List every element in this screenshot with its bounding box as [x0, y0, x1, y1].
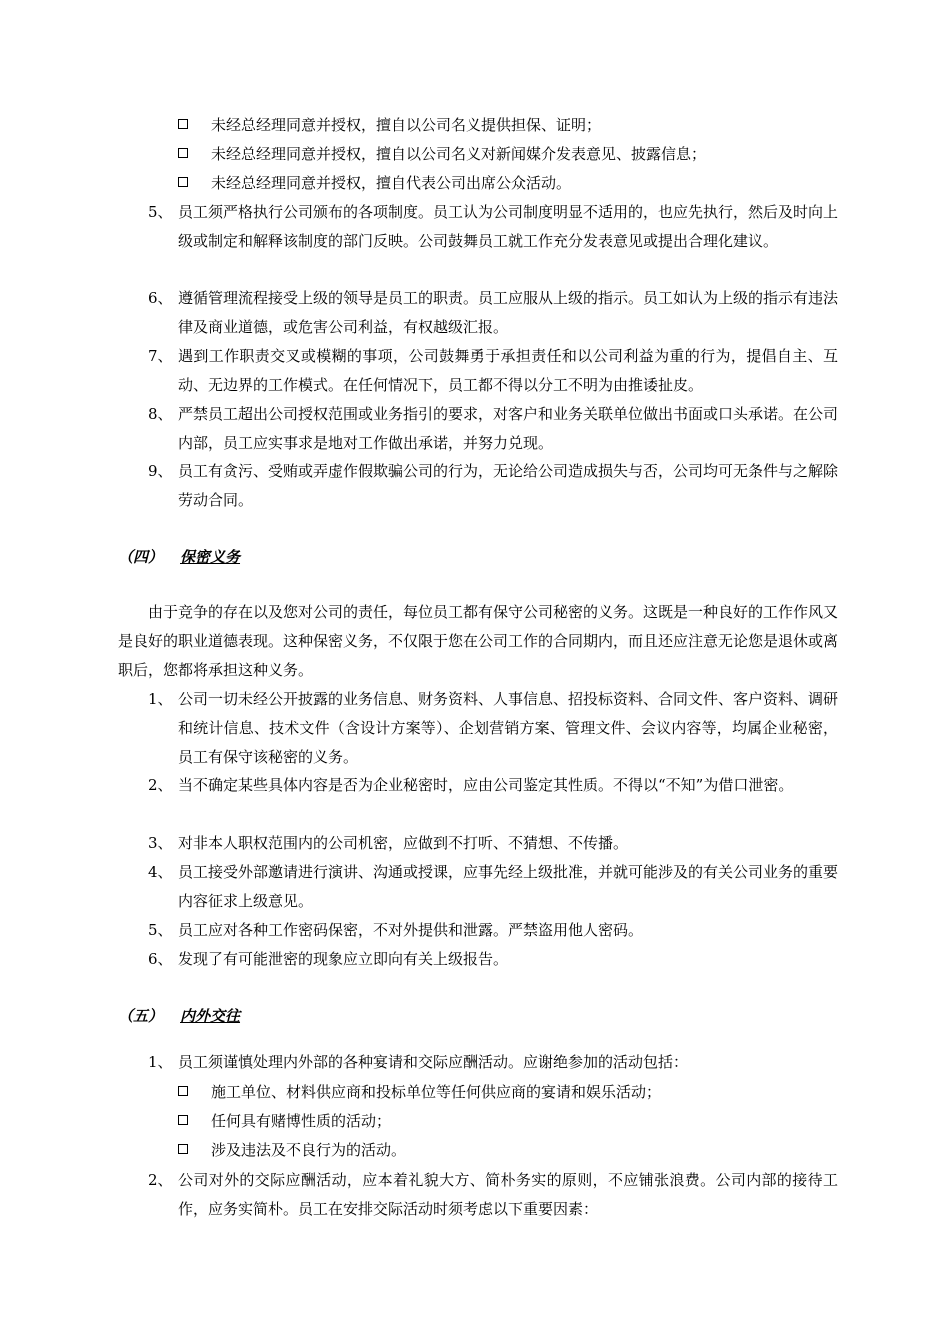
checkbox-square-icon [178, 1086, 188, 1096]
numbered-item: 1、 员工须谨慎处理内外部的各种宴请和交际应酬活动。应谢绝参加的活动包括： [148, 1053, 689, 1071]
numbered-item: 6、 遵循管理流程接受上级的领导是员工的职责。员工应服从上级的指示。员工如认为上级的指示有违法律及商业道德，或危害公司利益，有权越级汇报。 [148, 289, 839, 336]
section-heading-external-relations: （五） 内外交往 [118, 1007, 241, 1025]
intro-paragraph: 由于竞争的存在以及您对公司的责任，每位员工都有保守公司秘密的义务。这既是一种良好的工作作风又是良好的职业道德表现。这种保密义务，不仅限于您在公司工作的合同期内，而且还应注意无论您是退休或离职后，您都将承担这种义务。 [118, 603, 839, 679]
numbered-item: 4、 员工接受外部邀请进行演讲、沟通或授课，应事先经上级批准，并就可能涉及的有关公司业务的重要内容征求上级意见。 [148, 863, 839, 910]
numbered-item: 5、 员工应对各种工作密码保密，不对外提供和泄露。严禁盗用他人密码。 [148, 921, 644, 939]
checkbox-square-icon [178, 1144, 188, 1154]
section-heading-confidentiality: （四） 保密义务 [118, 548, 241, 566]
checkbox-square-icon [178, 177, 188, 187]
bullet-item: 未经总经理同意并授权，擅自以公司名义对新闻媒介发表意见、披露信息； [178, 139, 838, 169]
numbered-item: 2、 公司对外的交际应酬活动，应本着礼貌大方、简朴务实的原则，不应铺张浪费。公司内部的接待工作，应务实简朴。员工在安排交际活动时须考虑以下重要因素： [148, 1171, 838, 1218]
bullet-item: 未经总经理同意并授权，擅自以公司名义提供担保、证明； [178, 110, 838, 140]
numbered-item: 1、 公司一切未经公开披露的业务信息、财务资料、人事信息、招投标资料、合同文件、客户资料、调研和统计信息、技术文件（含设计方案等）、企划营销方案、管理文件、会议内容等，均属企业秘密，员工有保守该秘密的义务。 [148, 690, 839, 766]
bullet-item: 任何具有赌博性质的活动； [178, 1106, 838, 1136]
bullet-item: 未经总经理同意并授权，擅自代表公司出席公众活动。 [178, 168, 838, 198]
numbered-item: 6、 发现了有可能泄密的现象应立即向有关上级报告。 [148, 950, 509, 968]
bullet-item: 施工单位、材料供应商和投标单位等任何供应商的宴请和娱乐活动； [178, 1077, 838, 1107]
numbered-item: 7、 遇到工作职责交叉或模糊的事项，公司鼓舞勇于承担责任和以公司利益为重的行为，提倡自主、互动、无边界的工作模式。在任何情况下，员工都不得以分工不明为由推诿扯皮。 [148, 347, 838, 394]
numbered-item: 5、 员工须严格执行公司颁布的各项制度。员工认为公司制度明显不适用的，也应先执行，然后及时向上级或制定和解释该制度的部门反映。公司鼓舞员工就工作充分发表意见或提出合理化建议。 [148, 203, 839, 250]
bullet-item: 涉及违法及不良行为的活动。 [178, 1135, 838, 1165]
checkbox-square-icon [178, 1115, 188, 1125]
numbered-item: 9、 员工有贪污、受贿或弄虚作假欺骗公司的行为，无论给公司造成损失与否，公司均可无条件与之解除劳动合同。 [148, 462, 839, 509]
numbered-item: 8、 严禁员工超出公司授权范围或业务指引的要求，对客户和业务关联单位做出书面或口头承诺。在公司内部，员工应实事求是地对工作做出承诺，并努力兑现。 [148, 405, 839, 452]
checkbox-square-icon [178, 119, 188, 129]
numbered-item: 3、 对非本人职权范围内的公司机密，应做到不打听、不猜想、不传播。 [148, 834, 629, 852]
checkbox-square-icon [178, 148, 188, 158]
numbered-item: 2、 当不确定某些具体内容是否为企业秘密时，应由公司鉴定其性质。不得以“不知”为借口泄密。 [148, 776, 794, 794]
